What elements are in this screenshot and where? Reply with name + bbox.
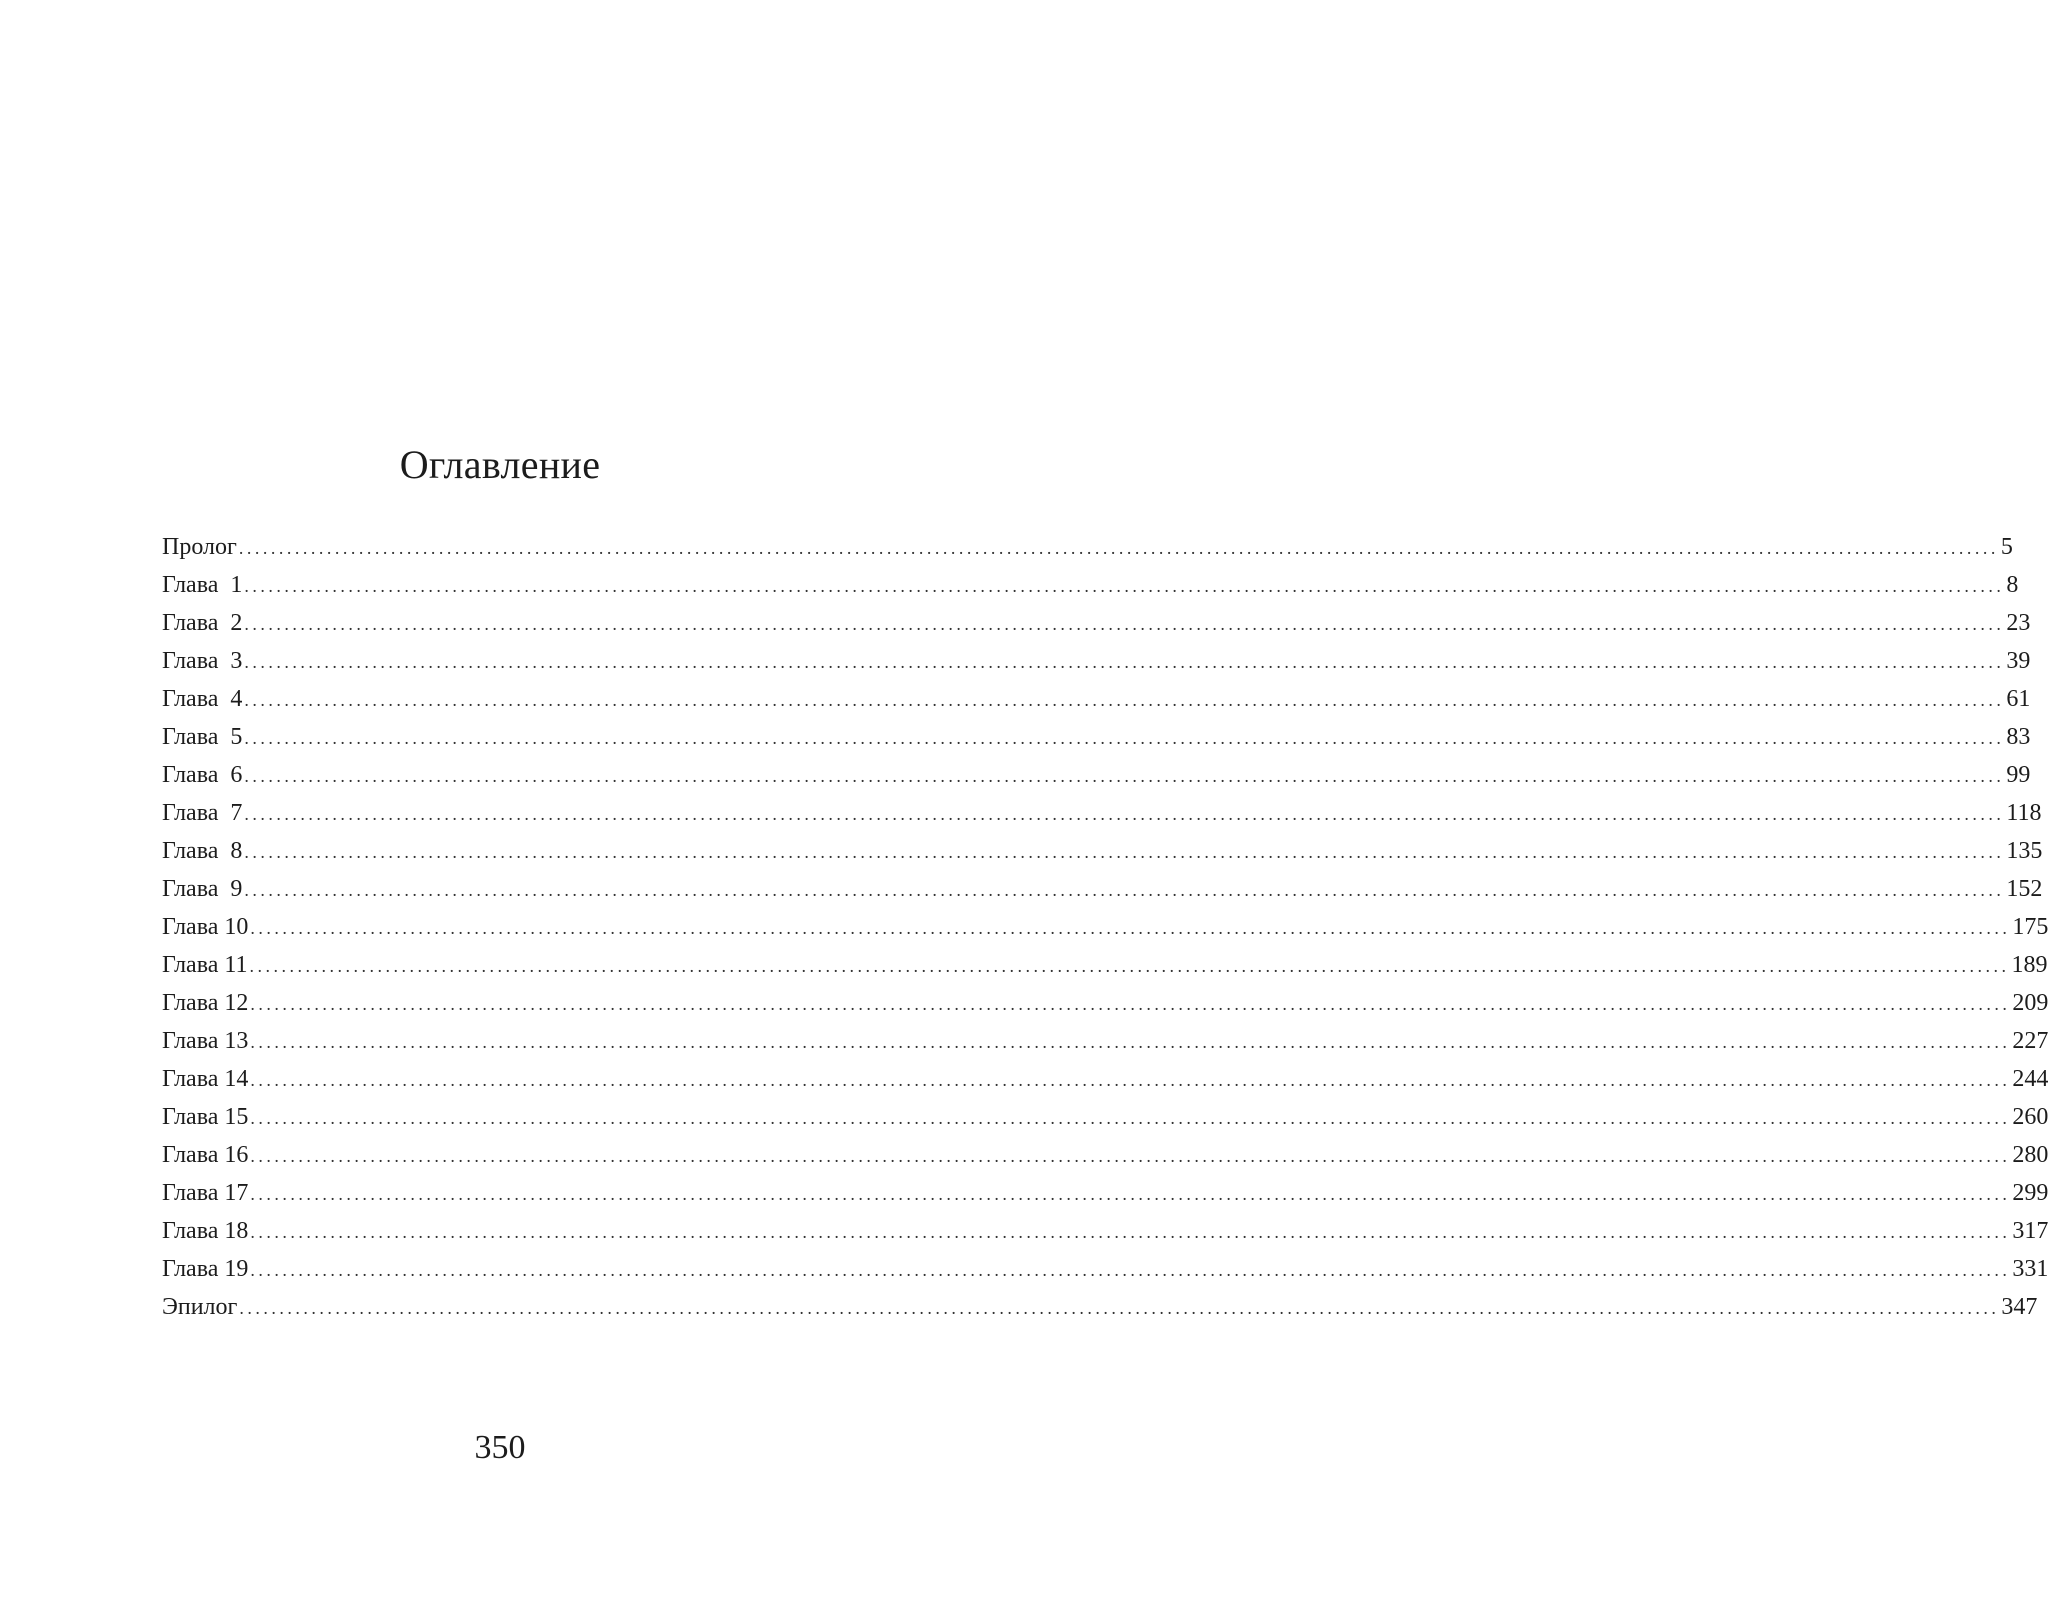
toc-leader-dots: ............................................................................................................................................................................................................................ [244,690,2005,710]
toc-entry-label: Глава 5 [162,724,243,750]
toc-entry-page: 189 [2011,952,2048,978]
toc-leader-dots: ............................................................................................................................................................................................................................ [244,614,2005,634]
toc-entry[interactable] [162,680,2031,718]
toc-leader-dots: ............................................................................................................................................................................................................................ [250,994,2011,1014]
toc-entry[interactable] [162,984,2048,1022]
toc-leader-dots: ............................................................................................................................................................................................................................ [250,1146,2011,1166]
toc-entry[interactable] [162,1212,2048,1250]
toc-entry-page: 299 [2012,1180,2048,1206]
toc-leader-dots: ............................................................................................................................................................................................................................ [244,804,2005,824]
toc-entry[interactable] [162,794,2042,832]
toc-entry[interactable] [162,1174,2048,1212]
toc-entry-label: Глава 9 [162,876,243,902]
toc-entry[interactable] [162,1022,2048,1060]
toc-leader-dots: ............................................................................................................................................................................................................................ [238,538,1999,558]
toc-entry-label: Глава 17 [162,1180,249,1206]
toc-leader-dots: ............................................................................................................................................................................................................................ [250,1222,2011,1242]
toc-entry-label: Глава 8 [162,838,243,864]
toc-entry-page: 83 [2006,724,2031,750]
toc-leader-dots: ............................................................................................................................................................................................................................ [250,1260,2011,1280]
toc-entry-label: Глава 4 [162,686,243,712]
toc-entry-page: 135 [2006,838,2043,864]
page-number: 350 [474,1429,526,1466]
toc-entry-page: 152 [2006,876,2043,902]
table-of-contents [162,528,2048,1326]
toc-entry[interactable] [162,718,2031,756]
toc-entry[interactable] [162,604,2031,642]
toc-leader-dots: ............................................................................................................................................................................................................................ [250,1108,2011,1128]
toc-leader-dots: ............................................................................................................................................................................................................................ [250,1184,2011,1204]
toc-leader-dots: ............................................................................................................................................................................................................................ [244,728,2005,748]
page-title: Оглавление [399,441,601,487]
toc-entry-page: 347 [2001,1294,2038,1320]
toc-entry-label: Глава 2 [162,610,243,636]
toc-leader-dots: ............................................................................................................................................................................................................................ [244,842,2005,862]
toc-entry[interactable] [162,566,2019,604]
toc-entry-label: Глава 3 [162,648,243,674]
toc-entry-label: Глава 10 [162,914,249,940]
toc-entry-page: 5 [2000,534,2013,560]
toc-entry-label: Глава 11 [162,952,248,978]
toc-entry-label: Глава 16 [162,1142,249,1168]
toc-entry-page: 331 [2012,1256,2048,1282]
toc-entry[interactable] [162,946,2048,984]
toc-entry-page: 280 [2012,1142,2048,1168]
toc-entry-label: Глава 7 [162,800,243,826]
toc-entry-page: 175 [2012,914,2048,940]
toc-entry-label: Глава 12 [162,990,249,1016]
toc-entry-label: Глава 18 [162,1218,249,1244]
toc-leader-dots: ............................................................................................................................................................................................................................ [244,766,2005,786]
toc-leader-dots: ............................................................................................................................................................................................................................ [239,1298,2000,1318]
toc-entry-page: 39 [2006,648,2031,674]
toc-entry[interactable] [162,642,2031,680]
toc-leader-dots: ............................................................................................................................................................................................................................ [250,1032,2011,1052]
toc-entry-page: 260 [2012,1104,2048,1130]
toc-entry[interactable] [162,1288,2038,1326]
toc-entry-page: 209 [2012,990,2048,1016]
toc-entry[interactable] [162,1136,2048,1174]
toc-entry-label: Глава 14 [162,1066,249,1092]
toc-entry[interactable] [162,832,2043,870]
toc-entry-label: Глава 15 [162,1104,249,1130]
toc-leader-dots: ............................................................................................................................................................................................................................ [249,956,2010,976]
toc-entry-label: Пролог [162,534,237,560]
toc-entry[interactable] [162,908,2048,946]
toc-leader-dots: ............................................................................................................................................................................................................................ [250,1070,2011,1090]
toc-entry-page: 8 [2006,572,2019,598]
toc-entry-label: Эпилог [162,1294,238,1320]
toc-entry-label: Глава 19 [162,1256,249,1282]
toc-entry[interactable] [162,1098,2048,1136]
toc-leader-dots: ............................................................................................................................................................................................................................ [244,880,2005,900]
toc-leader-dots: ............................................................................................................................................................................................................................ [250,918,2011,938]
toc-entry-label: Глава 6 [162,762,243,788]
toc-entry-page: 244 [2012,1066,2048,1092]
toc-leader-dots: ............................................................................................................................................................................................................................ [244,652,2005,672]
toc-leader-dots: ............................................................................................................................................................................................................................ [244,576,2005,596]
toc-entry[interactable] [162,870,2043,908]
toc-entry-page: 23 [2006,610,2031,636]
toc-entry[interactable] [162,756,2031,794]
toc-entry-page: 317 [2012,1218,2048,1244]
toc-entry-page: 61 [2006,686,2031,712]
toc-entry[interactable] [162,1060,2048,1098]
toc-entry[interactable] [162,1250,2048,1288]
toc-entry-label: Глава 13 [162,1028,249,1054]
toc-entry-page: 227 [2012,1028,2048,1054]
toc-entry-page: 118 [2006,800,2042,826]
toc-entry[interactable] [162,528,2013,566]
toc-entry-page: 99 [2006,762,2031,788]
toc-entry-label: Глава 1 [162,572,243,598]
